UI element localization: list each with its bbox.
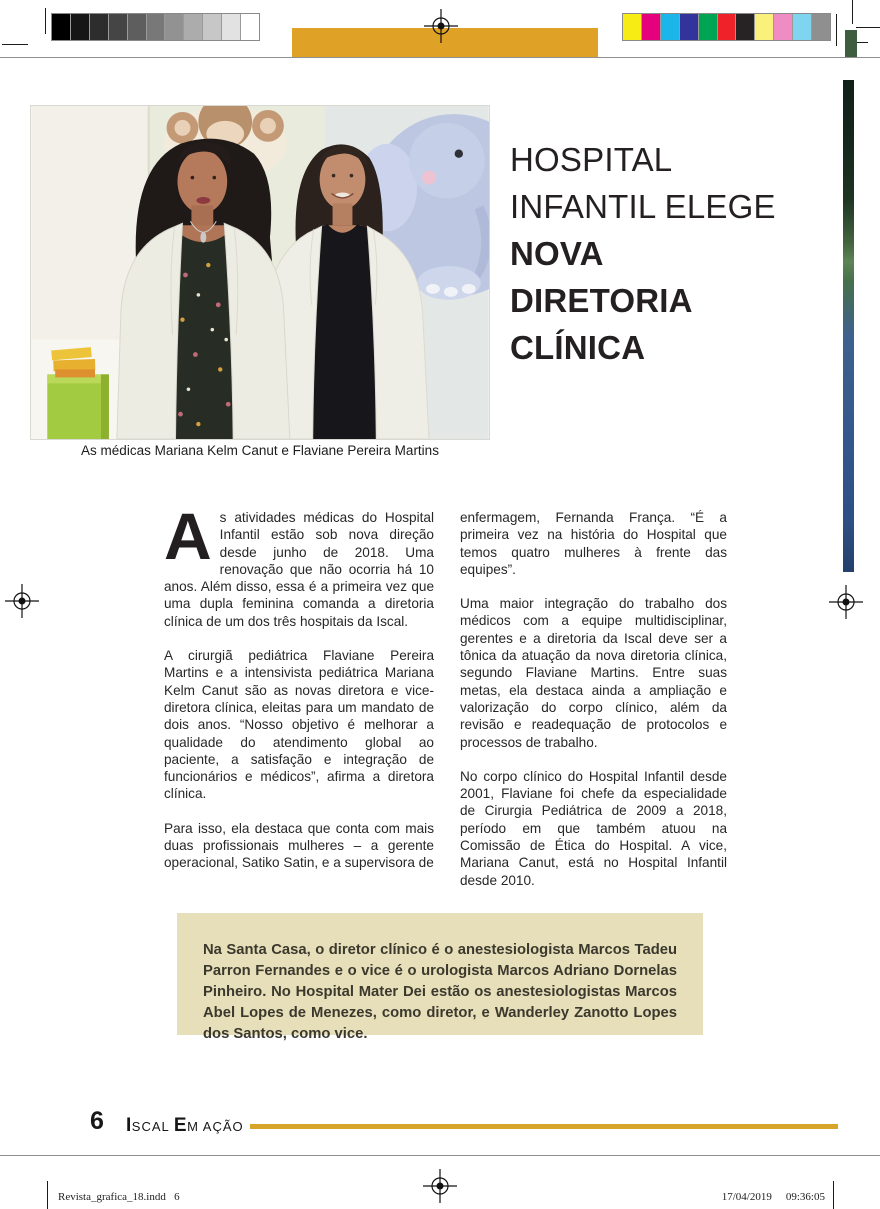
dropcap: A xyxy=(164,499,212,573)
registration-mark-left xyxy=(5,584,39,618)
calibration-swatch xyxy=(184,14,203,40)
headline-line: CLÍNICA xyxy=(510,329,646,366)
adjacent-page-bleed-strip xyxy=(843,80,854,572)
paragraph: Uma maior integração do trabalho dos médicos com a equipe multidisciplinar, gerentes e a diretoria da Iscal deve ser a tônica da atuação da nova diretoria clínica, segundo Flaviane Martins. Entre suas metas, ela destaca ainda a ampliação e valorização do corpo clínico, além da revisão e readequação de protocolos e processos de trabalho. xyxy=(460,596,727,750)
headline-line: HOSPITAL xyxy=(510,141,673,178)
article-photo xyxy=(30,105,490,440)
registration-mark-bottom xyxy=(423,1169,457,1203)
paragraph xyxy=(164,499,434,630)
photo-caption: As médicas Mariana Kelm Canut e Flaviane Pereira Martins xyxy=(81,443,439,458)
slug-datetime xyxy=(722,1191,825,1203)
grayscale-calibration-bar xyxy=(51,13,260,41)
slug-filename: Revista_grafica_18.indd 6 xyxy=(58,1191,180,1203)
crop-mark xyxy=(852,0,853,24)
paragraph: Para isso, ela destaca que conta com mais duas profissionais mulheres – a gerente operacional, Satiko Satin, e a supervisora de xyxy=(164,820,434,871)
body-column-1 xyxy=(164,499,434,889)
slug-time: 09:36:05 xyxy=(785,1191,825,1203)
registration-mark-top xyxy=(424,9,458,43)
registration-mark-right xyxy=(829,585,863,619)
crop-mark xyxy=(833,1181,834,1209)
crop-mark xyxy=(45,8,46,34)
calibration-swatch xyxy=(165,14,184,40)
calibration-swatch xyxy=(90,14,109,40)
calibration-swatch xyxy=(755,14,774,40)
paragraph: A cirurgiã pediátrica Flaviane Pereira Martins e a intensivista pediátrica Mariana Kelm Canut são as novas diretora e vice-diretora clínica, eleitas para um mandato de dois anos. “Nosso objetivo é melhorar a qualidade do atendimento global ao paciente, a satisfação e integração de funcionários e médicos”, afirma a diretora clínica. xyxy=(164,648,434,802)
body-column-2 xyxy=(460,509,727,906)
calibration-swatch xyxy=(774,14,793,40)
paragraph: No corpo clínico do Hospital Infantil desde 2001, Flaviane foi chefe da especialidade de Cirurgia Pediátrica de 2009 a 2018, período em que também atuou na Comissão de Ética do Hospital. A vice, Mariana Canut, está no Hospital Infantil desde 2010. xyxy=(460,768,727,888)
calibration-swatch xyxy=(147,14,166,40)
brand-text: SCAL xyxy=(131,1119,174,1134)
calibration-swatch xyxy=(128,14,147,40)
calibration-swatch xyxy=(699,14,718,40)
crop-mark xyxy=(836,14,837,46)
brand-logo xyxy=(126,1115,244,1137)
crop-mark xyxy=(856,27,880,28)
headline-line: DIRETORIA xyxy=(510,282,693,319)
calibration-swatch xyxy=(71,14,90,40)
bleed-strip-top xyxy=(845,30,857,57)
brand-letter: E xyxy=(173,1115,188,1136)
article-headline xyxy=(510,136,810,371)
headline-line: INFANTIL ELEGE xyxy=(510,188,776,225)
calibration-swatch xyxy=(812,14,830,40)
bottom-rule xyxy=(0,1155,880,1156)
color-calibration-bar xyxy=(622,13,831,41)
calibration-swatch xyxy=(203,14,222,40)
paragraph: enfermagem, Fernanda França. “É a primeira vez na história do Hospital que temos quatro mulheres à frente das equipes”. xyxy=(460,510,727,577)
calibration-swatch xyxy=(661,14,680,40)
calibration-swatch xyxy=(52,14,71,40)
brand-text: M AÇÃO xyxy=(187,1119,244,1134)
calibration-swatch xyxy=(642,14,661,40)
top-rule xyxy=(0,57,880,58)
calibration-swatch xyxy=(109,14,128,40)
calibration-swatch xyxy=(222,14,241,40)
calibration-swatch xyxy=(680,14,699,40)
calibration-swatch xyxy=(623,14,642,40)
headline-line: NOVA xyxy=(510,235,604,272)
calibration-swatch xyxy=(736,14,755,40)
page-number: 6 xyxy=(90,1107,104,1135)
calibration-swatch xyxy=(718,14,737,40)
calibration-swatch xyxy=(793,14,812,40)
calibration-swatch xyxy=(241,14,259,40)
highlight-box xyxy=(177,913,703,1042)
footer-accent-rule xyxy=(250,1124,838,1129)
brand-letter: I xyxy=(126,1115,132,1136)
slug-date: 17/04/2019 xyxy=(721,1191,772,1203)
highlight-box-text: Na Santa Casa, o diretor clínico é o anestesiologista Marcos Tadeu Parron Fernandes e o vice é o urologista Marcos Adriano Dornelas Pinheiro. No Hospital Mater Dei estão os anestesiologistas Marcos Abel Lopes de Menezes, como diretor, e Wanderley Zanotto Lopes dos Santos, como vice. xyxy=(203,942,677,1042)
crop-mark xyxy=(2,44,28,45)
paragraph-text: s atividades médicas do Hospital Infantil estão sob nova direção desde junho de 2018. Uma renovação que não ocorria há 10 anos. Além disso, essa é a primeira vez que uma dupla feminina comanda a diretoria clínica de um dos três hospitais da Iscal. xyxy=(164,510,434,629)
crop-mark xyxy=(47,1181,48,1209)
